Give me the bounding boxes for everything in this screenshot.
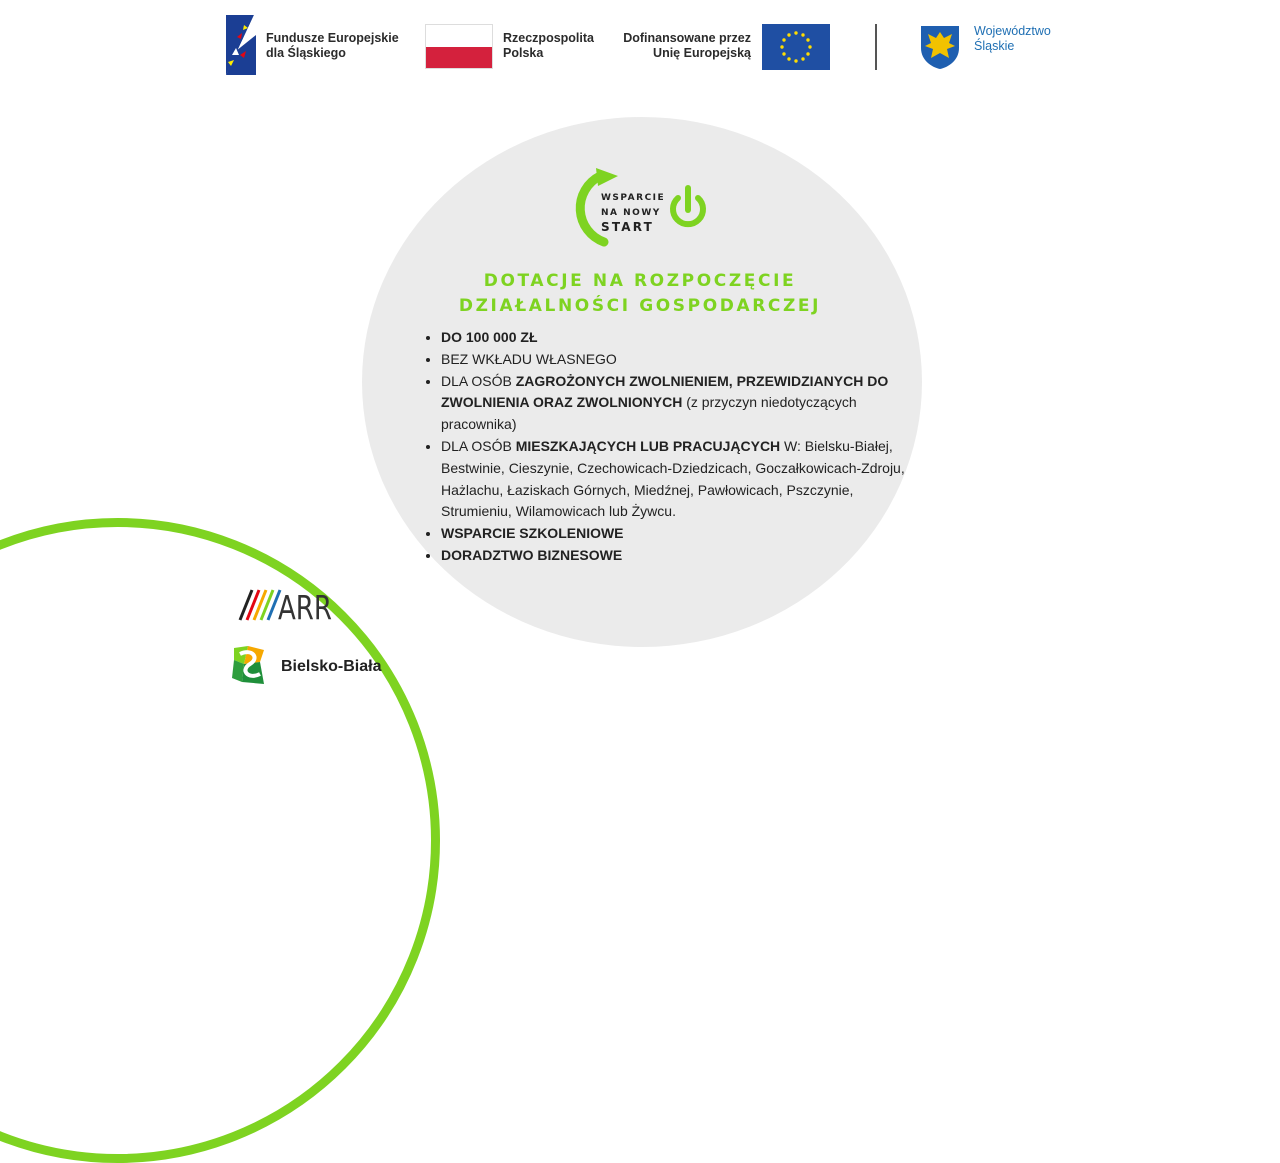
benefits-list [422, 327, 921, 567]
arr-logo [238, 588, 334, 627]
bielsko-biala-logo-icon [230, 644, 268, 688]
ws-line2: Śląskie [974, 39, 1015, 53]
title-line1: DOTACJE NA ROZPOCZĘCIE [483, 271, 797, 291]
list-item: • DLA OSÓB MIESZKAJĄCYCH LUB PRACUJĄCYCH W: Bielsku-Białej, Bestwinie, Cieszynie, Czechowicach-Dziedzicach, Goczałkowicach-Zdroju, Hażlachu, Łaziskach Górnych, Miedźnej, Pawłowicach, Pszczynie, Strumieniu, Wilamowicach lub Żywcu. [441, 436, 921, 523]
brand-line1: WSPARCIE [601, 193, 666, 203]
list-item: • DORADZTWO BIZNESOWE [441, 545, 921, 567]
fundusze-europejskie-logo [224, 15, 258, 75]
rp-name [503, 31, 594, 61]
eu-line2: Unię Europejską [653, 46, 751, 60]
eu-caption [600, 31, 751, 61]
silesia-coat-of-arms-icon [919, 24, 961, 70]
brand-line2: NA NOWY [601, 208, 661, 218]
list-item: • BEZ WKŁADU WŁASNEGO [441, 349, 921, 371]
list-item: • DO 100 000 ZŁ [441, 327, 921, 349]
ws-line1: Województwo [974, 24, 1051, 38]
rp-line1: Rzeczpospolita [503, 31, 594, 45]
city-name: Bielsko-Biała [281, 658, 382, 675]
eu-flag-icon [762, 24, 830, 70]
fe-name [266, 31, 399, 61]
eu-line1: Dofinansowane przez [623, 31, 751, 45]
decorative-green-arc [0, 518, 440, 1163]
title-line2: DZIAŁALNOŚCI GOSPODARCZEJ [458, 296, 822, 316]
wsparcie-start-logo [574, 168, 716, 248]
fe-line1: Fundusze Europejskie [266, 31, 399, 45]
power-icon [673, 188, 703, 224]
ws-name [974, 24, 1051, 54]
arr-text: ARR [278, 588, 332, 627]
list-item: • WSPARCIE SZKOLENIOWE [441, 523, 921, 545]
fe-line2: dla Śląskiego [266, 46, 346, 60]
rp-line2: Polska [503, 46, 544, 60]
list-item: • DLA OSÓB ZAGROŻONYCH ZWOLNIENIEM, PRZEWIDZIANYCH DO ZWOLNIENIA ORAZ ZWOLNIONYCH (z przyczyn niedotyczących pracownika) [441, 371, 921, 436]
logo-divider [875, 24, 877, 70]
brand-line3: START [601, 220, 655, 234]
polish-flag-icon [425, 24, 493, 69]
